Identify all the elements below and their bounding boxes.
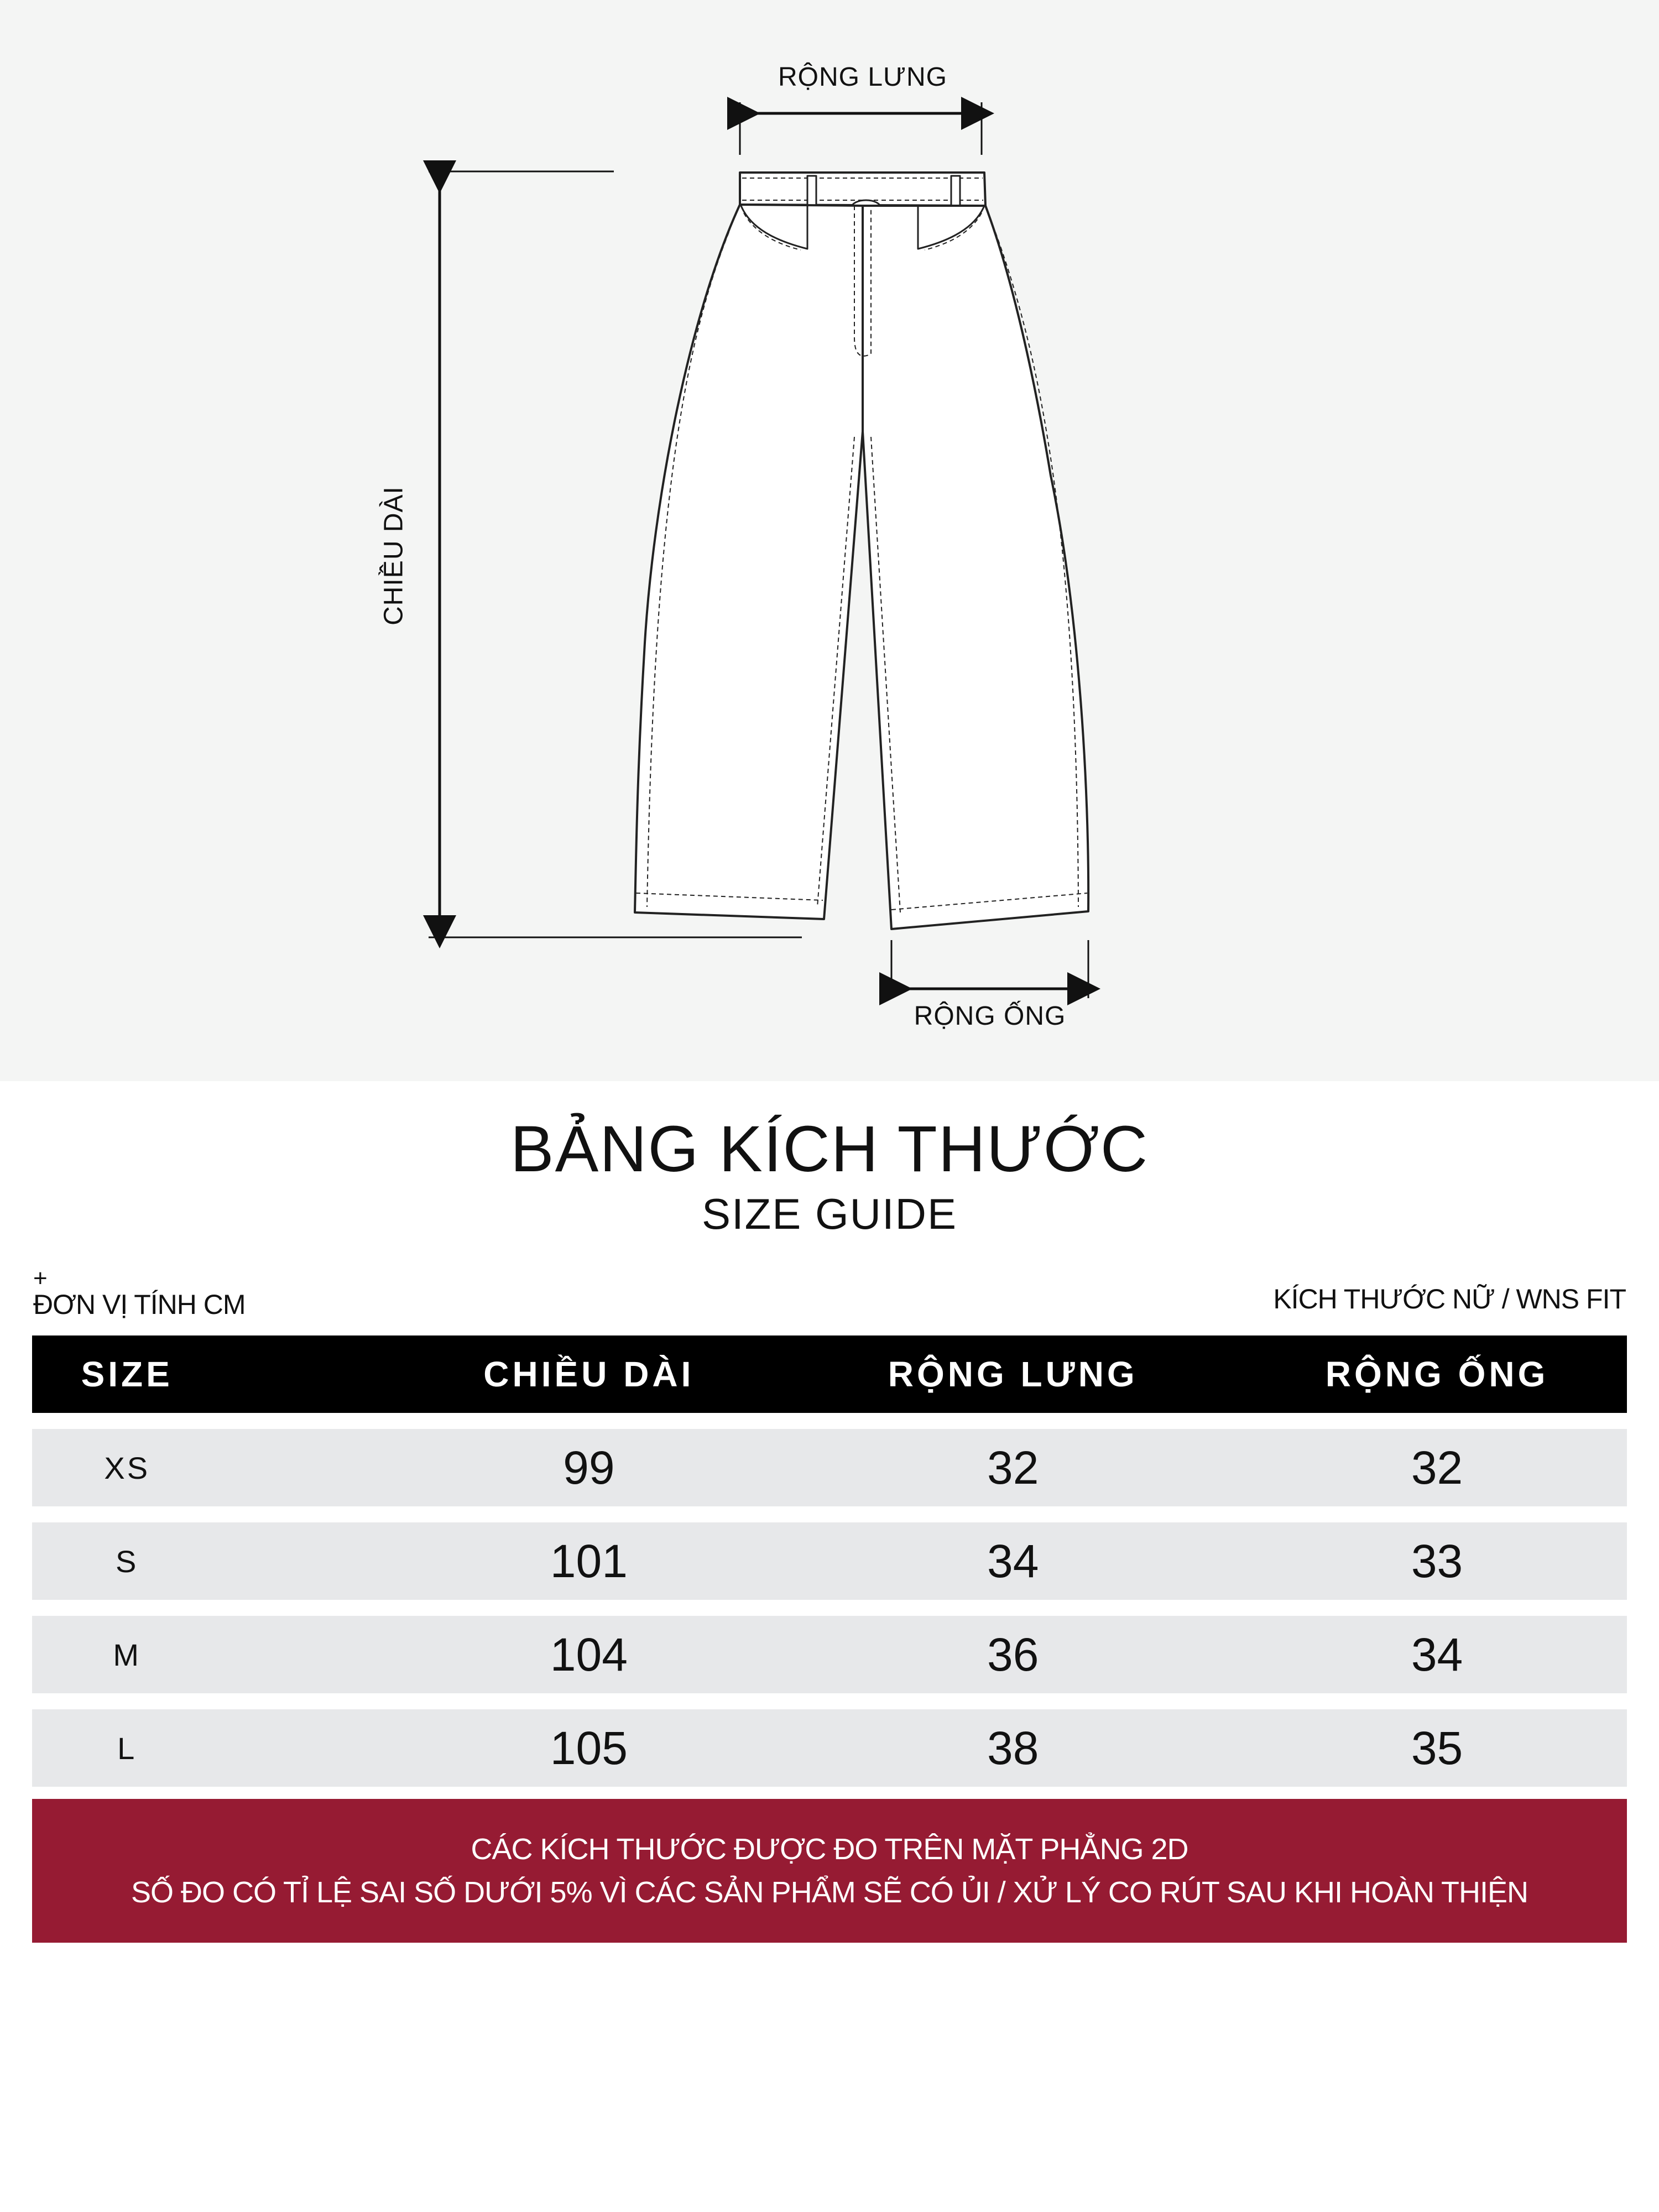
waist-cell: 34 <box>987 1535 1039 1587</box>
size-cell: S <box>116 1543 139 1579</box>
hem-label: RỘNG ỐNG <box>914 1001 1066 1031</box>
table-row <box>32 1522 1627 1600</box>
measurement-note <box>32 1799 1627 1943</box>
size-table <box>32 1335 1627 1787</box>
unit-note: ĐƠN VỊ TÍNH CM <box>33 1289 246 1320</box>
size-cell: XS <box>104 1450 150 1485</box>
page-subtitle: SIZE GUIDE <box>701 1190 958 1238</box>
hem-cell: 34 <box>1411 1628 1463 1681</box>
note-line-1: CÁC KÍCH THƯỚC ĐƯỢC ĐO TRÊN MẶT PHẲNG 2D <box>471 1833 1188 1866</box>
waist-cell: 32 <box>987 1441 1039 1494</box>
pants-drawing <box>635 173 1088 929</box>
table-row <box>32 1709 1627 1787</box>
note-line-2: SỐ ĐO CÓ TỈ LỆ SAI SỐ DƯỚI 5% VÌ CÁC SẢN PHẨM SẼ CÓ ỦI / XỬ LÝ CO RÚT SAU KHI HOÀN THIỆN <box>131 1876 1528 1909</box>
column-header-size: SIZE <box>81 1354 173 1394</box>
length-cell: 105 <box>550 1721 628 1774</box>
page-title: BẢNG KÍCH THƯỚC <box>510 1113 1149 1186</box>
waist-cell: 36 <box>987 1628 1039 1681</box>
size-cell: M <box>113 1637 142 1672</box>
table-row <box>32 1616 1627 1693</box>
column-header-length: CHIỀU DÀI <box>483 1354 695 1394</box>
waist-label: RỘNG LƯNG <box>778 62 948 92</box>
length-label: CHIỀU DÀI <box>379 486 409 625</box>
waist-cell: 38 <box>987 1721 1039 1774</box>
table-header <box>32 1335 1627 1413</box>
hem-cell: 33 <box>1411 1535 1463 1587</box>
plus-icon: + <box>33 1265 48 1292</box>
length-cell: 104 <box>550 1628 628 1681</box>
table-row <box>32 1429 1627 1506</box>
size-cell: L <box>117 1730 137 1766</box>
column-header-hem: RỘNG ỐNG <box>1325 1354 1549 1394</box>
hem-cell: 32 <box>1411 1441 1463 1494</box>
measurement-diagram <box>0 0 1659 1081</box>
column-header-waist: RỘNG LƯNG <box>888 1354 1138 1394</box>
length-cell: 101 <box>550 1535 628 1587</box>
pants-illustration <box>0 0 1659 1081</box>
hem-cell: 35 <box>1411 1721 1463 1774</box>
length-cell: 99 <box>563 1441 615 1494</box>
fit-note: KÍCH THƯỚC NỮ / WNS FIT <box>1273 1284 1626 1314</box>
